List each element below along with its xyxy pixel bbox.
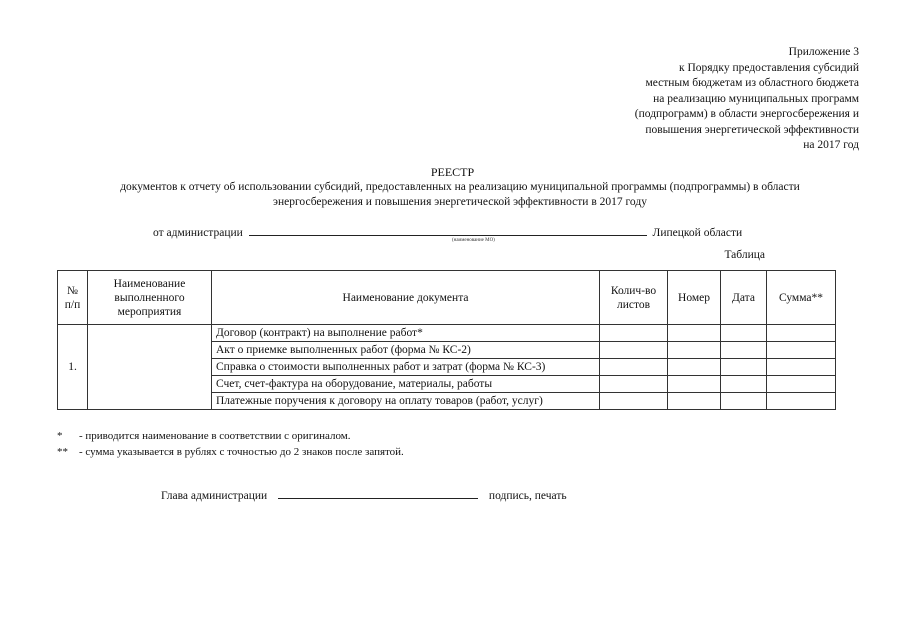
document-name-cell: Акт о приемке выполненных работ (форма № КС-2) xyxy=(212,342,600,359)
header-activity: Наименование выполненного мероприятия xyxy=(88,271,212,325)
sheets-cell[interactable] xyxy=(600,325,668,342)
sum-cell[interactable] xyxy=(767,325,836,342)
appendix-block xyxy=(635,45,859,154)
table-header-row xyxy=(58,271,836,325)
subtitle-line: энергосбережения и повышения энергетической эффективности в 2017 году xyxy=(273,196,647,208)
appendix-line: местным бюджетам из областного бюджета xyxy=(645,77,859,89)
from-prefix: от администрации xyxy=(153,227,243,239)
footnote-mark: ** xyxy=(57,445,68,458)
doc-number-cell[interactable] xyxy=(668,359,721,376)
document-title: РЕЕСТР xyxy=(430,165,475,179)
date-cell[interactable] xyxy=(721,359,767,376)
appendix-line: (подпрограмм) в области энергосбережения и xyxy=(634,108,859,120)
table-row xyxy=(58,325,836,342)
footnote-text: - приводится наименование в соответствии с оригиналом. xyxy=(79,430,351,442)
document-name-cell: Справка о стоимости выполненных работ и затрат (форма № КС-3) xyxy=(212,359,600,376)
header-doc-number: Номер xyxy=(668,271,721,325)
appendix-line: к Порядку предоставления субсидий xyxy=(679,61,859,74)
sum-cell[interactable] xyxy=(767,393,836,410)
from-administration-line xyxy=(153,226,742,239)
signature-blank-field[interactable] xyxy=(278,489,478,499)
signature-line xyxy=(161,489,567,502)
header-sum: Сумма** xyxy=(767,271,836,325)
signature-suffix: подпись, печать xyxy=(488,490,567,502)
documents-table xyxy=(57,270,836,410)
appendix-line: на реализацию муниципальных программ xyxy=(653,92,859,105)
sum-cell[interactable] xyxy=(767,342,836,359)
date-cell[interactable] xyxy=(721,393,767,410)
appendix-line: на 2017 год xyxy=(803,139,859,151)
doc-number-cell[interactable] xyxy=(668,376,721,393)
doc-number-cell[interactable] xyxy=(668,393,721,410)
header-document: Наименование документа xyxy=(212,271,600,325)
footnote xyxy=(57,445,404,461)
document-name-cell: Счет, счет-фактура на оборудование, материалы, работы xyxy=(212,376,600,393)
date-cell[interactable] xyxy=(721,376,767,393)
sheets-cell[interactable] xyxy=(600,359,668,376)
footnote-text: - сумма указывается в рублях с точностью до 2 знаков после запятой. xyxy=(79,445,404,458)
sum-cell[interactable] xyxy=(767,376,836,393)
document-name-cell: Договор (контракт) на выполнение работ* xyxy=(212,325,600,342)
header-date: Дата xyxy=(721,271,767,325)
document-subtitle xyxy=(60,180,860,210)
sheets-cell[interactable] xyxy=(600,342,668,359)
signature-label: Глава администрации xyxy=(161,490,268,502)
activity-cell[interactable] xyxy=(88,325,212,410)
footnotes xyxy=(57,429,404,460)
header-sheets: Колич-во листов xyxy=(600,271,668,325)
date-cell[interactable] xyxy=(721,342,767,359)
footnote-mark: * xyxy=(57,430,63,442)
appendix-line: Приложение 3 xyxy=(788,46,859,58)
doc-number-cell[interactable] xyxy=(668,325,721,342)
date-cell[interactable] xyxy=(721,325,767,342)
from-suffix: Липецкой области xyxy=(652,227,743,239)
municipality-blank-field[interactable] xyxy=(249,226,647,236)
document-name-cell: Платежные поручения к договору на оплату товаров (работ, услуг) xyxy=(212,393,600,410)
header-number: № п/п xyxy=(58,271,88,325)
municipality-hint: (наименование МО) xyxy=(452,238,495,243)
footnote xyxy=(57,429,404,445)
appendix-line: повышения энергетической эффективности xyxy=(645,123,859,136)
subtitle-line: документов к отчету об использовании субсидий, предоставленных на реализацию муниципальной программы (подпрограммы) в области xyxy=(120,181,800,193)
doc-number-cell[interactable] xyxy=(668,342,721,359)
sheets-cell[interactable] xyxy=(600,393,668,410)
row-number: 1. xyxy=(58,325,88,410)
table-label: Таблица xyxy=(724,249,765,261)
sheets-cell[interactable] xyxy=(600,376,668,393)
sum-cell[interactable] xyxy=(767,359,836,376)
